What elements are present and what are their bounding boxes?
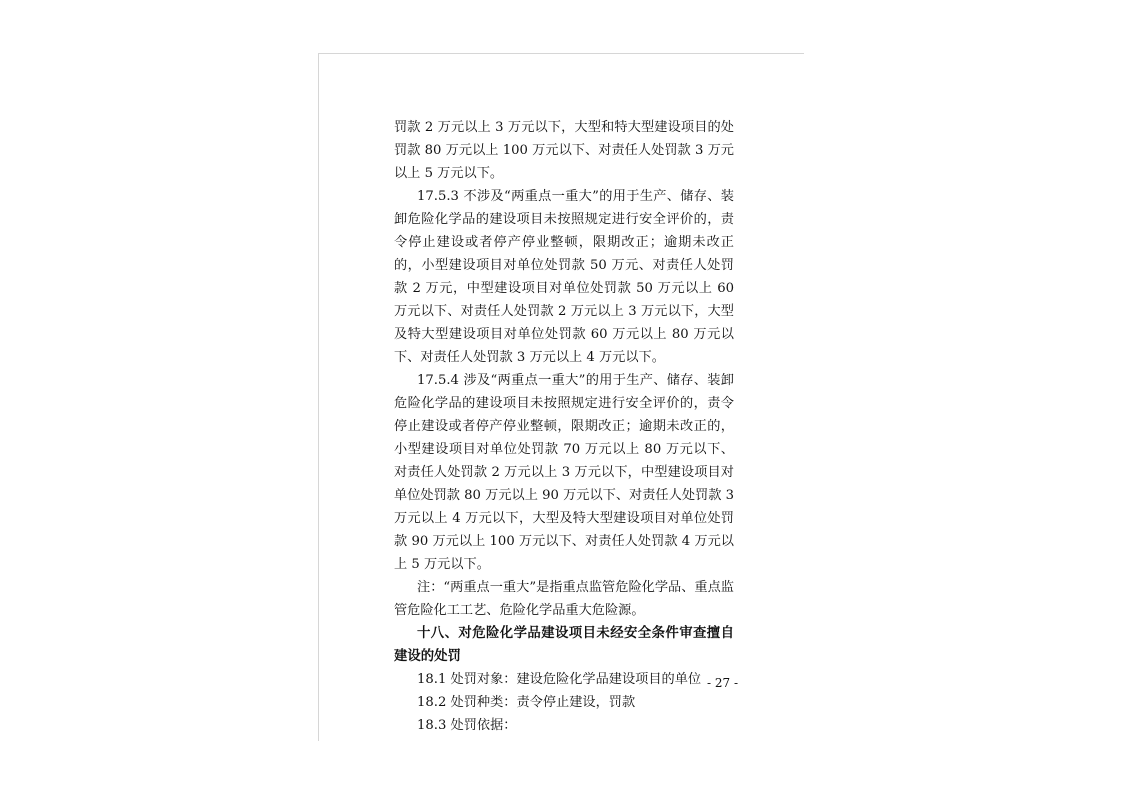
document-body	[394, 116, 734, 737]
section-heading-18: 十八、对危险化学品建设项目未经安全条件审查擅自建设的处罚	[394, 626, 734, 664]
item-18-3: 18.3 处罚依据：	[417, 718, 517, 733]
paragraph-continuation: 罚款 2 万元以上 3 万元以下，大型和特大型建设项目的处罚款 80 万元以上 100 万元以下、对责任人处罚款 3 万元以上 5 万元以下。	[394, 120, 734, 181]
page-number: - 27 -	[706, 676, 738, 690]
note-paragraph: 注：“两重点一重大”是指重点监管危险化学品、重点监管危险化工工艺、危险化学品重大危险源。	[394, 580, 734, 618]
page-edge-left	[318, 53, 319, 741]
item-18-2: 18.2 处罚种类：责令停止建设，罚款	[417, 695, 636, 710]
item-18-1: 18.1 处罚对象：建设危险化学品建设项目的单位	[417, 672, 702, 687]
page-edge-top	[318, 53, 804, 54]
paragraph-17-5-3: 17.5.3 不涉及“两重点一重大”的用于生产、储存、装卸危险化学品的建设项目未按照规定进行安全评价的，责令停止建设或者停产停业整顿，限期改正；逾期未改正的，小型建设项目对单位处罚款 50 万元、对责任人处罚款 2 万元，中型建设项目对单位处罚款 50 万元以上 60 万元以下、对责任人处罚款 2 万元以上 3 万元以下，大型及特大型建设项目对单位处罚款 60 万元以上 80 万元以下、对责任人处罚款 3 万元以上 4 万元以下。	[394, 189, 734, 365]
paragraph-17-5-4: 17.5.4 涉及“两重点一重大”的用于生产、储存、装卸危险化学品的建设项目未按照规定进行安全评价的，责令停止建设或者停产停业整顿，限期改正；逾期未改正的，小型建设项目对单位处罚款 70 万元以上 80 万元以下、对责任人处罚款 2 万元以上 3 万元以下，中型建设项目对单位处罚款 80 万元以上 90 万元以下、对责任人处罚款 3 万元以上 4 万元以下，大型及特大型建设项目对单位处罚款 90 万元以上 100 万元以下、对责任人处罚款 4 万元以上 5 万元以下。	[394, 373, 734, 572]
